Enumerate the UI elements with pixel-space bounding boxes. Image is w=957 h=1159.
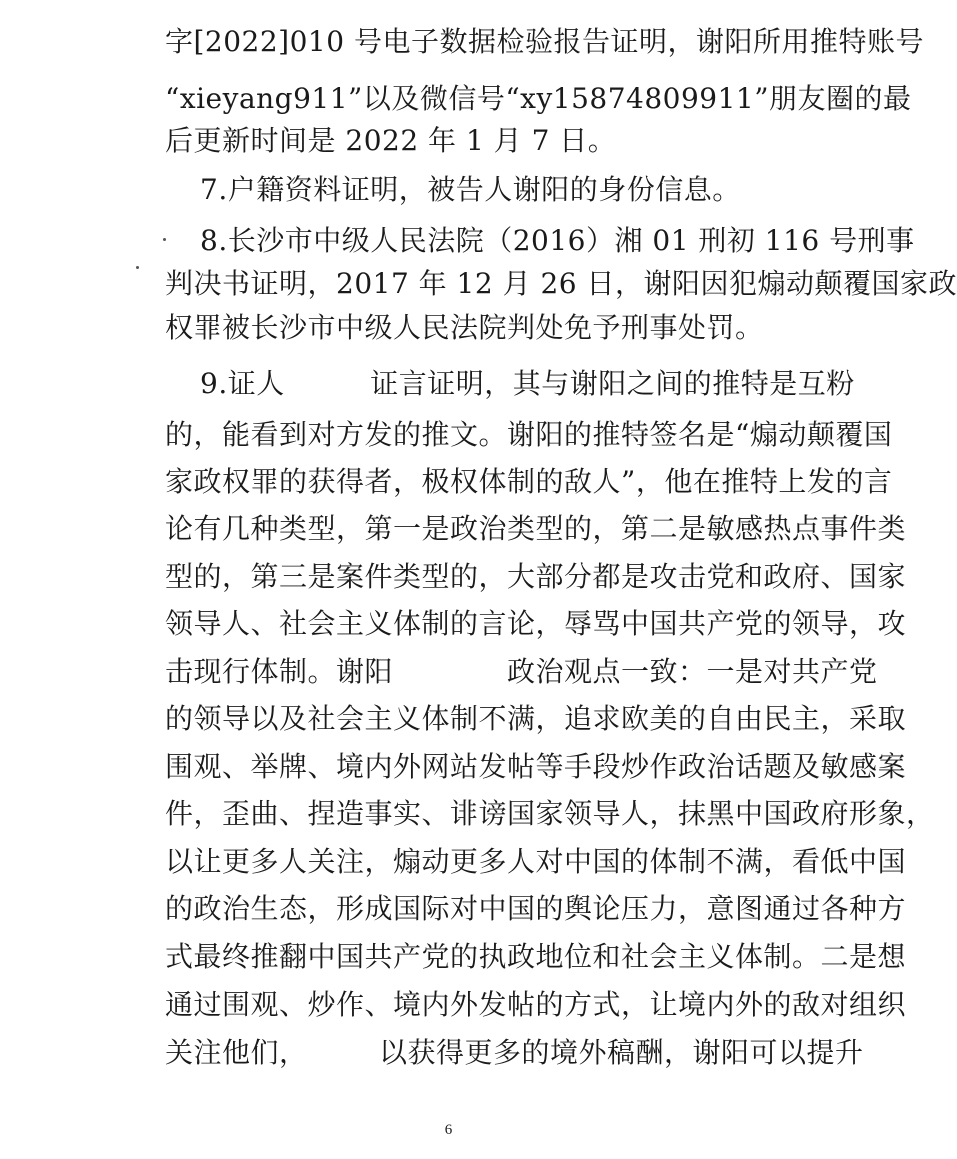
text-line-9: 的，能看到对方发的推文。谢阳的推特签名是“煽动颠覆国 [165,418,893,451]
text-line-4: 7.户籍资料证明，被告人谢阳的身份信息。 [200,173,741,206]
text-line-21: 通过围观、炒作、境内外发帖的方式，让境内外的敌对组织 [165,988,907,1021]
text-line-12: 型的，第三是案件类型的，大部分都是攻击党和政府、国家 [165,560,907,593]
text-line-14: 击现行体制。谢阳 政治观点一致：一是对共产党 [165,655,878,688]
text-line-22: 关注他们， 以获得更多的境外稿酬，谢阳可以提升 [165,1036,864,1069]
text-line-11: 论有几种类型，第一是政治类型的，第二是敏感热点事件类 [165,512,907,545]
scan-speck [136,266,139,269]
text-line-18: 以让更多人关注，煽动更多人对中国的体制不满，看低中国 [165,845,907,878]
text-line-7: 权罪被长沙市中级人民法院判处免予刑事处罚。 [165,311,764,344]
text-line-3: 后更新时间是 2022 年 1 月 7 日。 [165,124,617,157]
text-line-17: 件，歪曲、捏造事实、诽谤国家领导人，抹黑中国政府形象， [165,797,935,830]
text-line-16: 围观、举牌、境内外网站发帖等手段炒作政治话题及敏感案 [165,750,907,783]
scan-speck [163,238,166,241]
text-line-10: 家政权罪的获得者，极权体制的敌人”，他在推特上发的言 [165,465,893,498]
text-line-2: “xieyang911”以及微信号“xy15874809911”朋友圈的最 [165,82,912,115]
text-line-20: 式最终推翻中国共产党的执政地位和社会主义体制。二是想 [165,940,907,973]
page-number: 6 [444,1122,453,1138]
text-line-5: 8.长沙市中级人民法院（2016）湘 01 刑初 116 号刑事 [200,224,915,257]
text-line-13: 领导人、社会主义体制的言论，辱骂中国共产党的领导，攻 [165,607,907,640]
text-line-15: 的领导以及社会主义体制不满，追求欧美的自由民主，采取 [165,702,907,735]
text-line-19: 的政治生态，形成国际对中国的舆论压力，意图通过各种方 [165,892,907,925]
text-line-1: 字[2022]010 号电子数据检验报告证明，谢阳所用推特账号 [165,25,924,58]
text-line-8: 9.证人 证言证明，其与谢阳之间的推特是互粉 [200,367,855,400]
text-line-6: 判决书证明，2017 年 12 月 26 日，谢阳因犯煽动颠覆国家政 [165,267,957,300]
